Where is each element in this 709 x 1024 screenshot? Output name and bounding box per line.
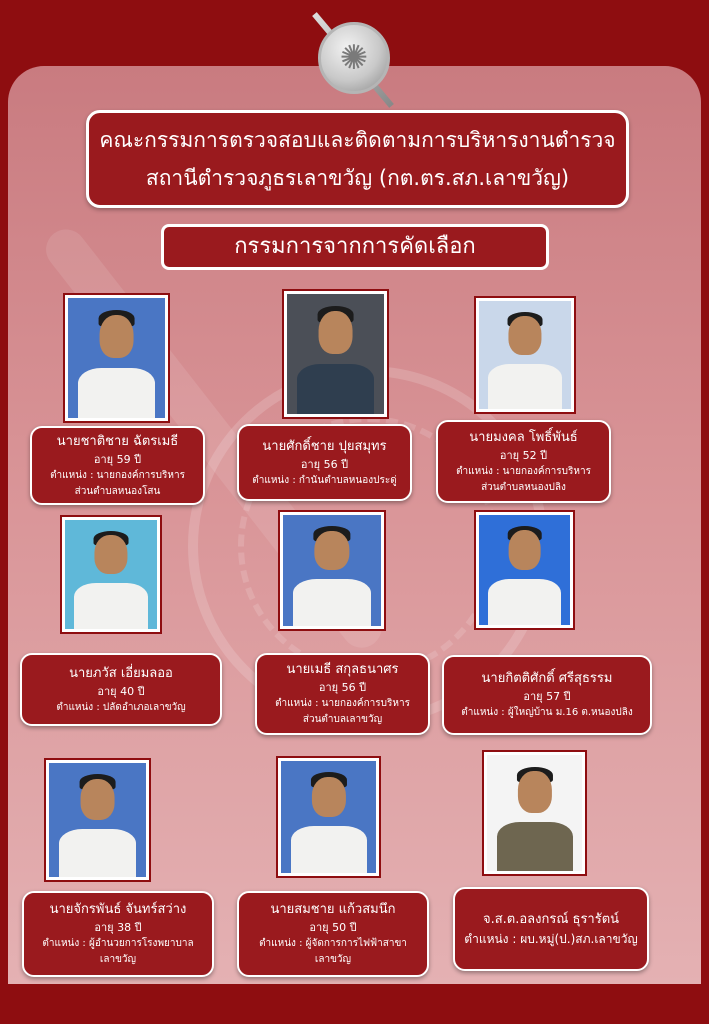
member-card-9 bbox=[453, 887, 649, 971]
member-position-2: เลาขวัญ bbox=[314, 954, 352, 965]
member-photo-8 bbox=[278, 758, 379, 876]
member-card-2 bbox=[237, 424, 412, 501]
member-name: นายเมธี สกุลธนาศร bbox=[286, 662, 399, 677]
member-photo-5 bbox=[280, 512, 384, 629]
member-name: นายชาติชาย ฉัตรเมธี bbox=[56, 433, 179, 449]
member-position: ตำแหน่ง : นายกองค์การบริหาร bbox=[50, 469, 185, 481]
member-card-7 bbox=[22, 891, 214, 977]
member-position: ตำแหน่ง : ผู้อำนวยการโรงพยาบาล bbox=[42, 938, 194, 949]
member-name: นายจักรพันธ์ จันทร์สว่าง bbox=[49, 902, 187, 917]
member-age: อายุ 57 ปี bbox=[523, 690, 571, 703]
member-card-6 bbox=[442, 655, 652, 735]
member-position: ตำแหน่ง : นายกองค์การบริหาร bbox=[275, 698, 410, 709]
member-photo-1 bbox=[65, 295, 168, 421]
member-age: อายุ 38 ปี bbox=[94, 921, 142, 934]
member-age: อายุ 52 ปี bbox=[499, 448, 548, 462]
member-card-3 bbox=[436, 420, 611, 503]
member-position: ตำแหน่ง : ผู้ใหญ่บ้าน ม.16 ต.หนองปลิง bbox=[461, 707, 633, 718]
member-photo-4 bbox=[62, 517, 160, 632]
member-age: อายุ 40 ปี bbox=[97, 684, 145, 698]
police-emblem-icon: ✺ bbox=[318, 22, 390, 94]
section-subtitle: กรรมการจากการคัดเลือก bbox=[161, 224, 549, 270]
member-photo-9 bbox=[484, 752, 585, 874]
page-title bbox=[86, 110, 629, 208]
member-photo-2 bbox=[284, 291, 387, 417]
member-position-2: ส่วนตำบลหนองปลิง bbox=[481, 481, 566, 493]
member-name: จ.ส.ต.อลงกรณ์ ธุรารัตน์ bbox=[482, 911, 620, 927]
member-name: นายสมชาย แก้วสมนึก bbox=[270, 902, 396, 917]
member-age: อายุ 50 ปี bbox=[309, 921, 357, 934]
member-position-2: เลาขวัญ bbox=[99, 954, 137, 965]
member-card-5 bbox=[255, 653, 430, 735]
member-card-4 bbox=[20, 653, 222, 726]
member-position: ตำแหน่ง : กำนันตำบลหนองประดู่ bbox=[252, 474, 397, 486]
member-name: นายภวัส เอี่ยมลออ bbox=[69, 665, 173, 681]
member-position: ตำแหน่ง : ปลัดอำเภอเลาขวัญ bbox=[56, 701, 186, 713]
member-age: อายุ 56 ปี bbox=[318, 681, 367, 694]
member-photo-3 bbox=[476, 298, 574, 412]
member-position: ตำแหน่ง : นายกองค์การบริหาร bbox=[456, 465, 591, 477]
member-photo-6 bbox=[476, 512, 573, 628]
title-line-2: สถานีตำรวจภูธรเลาขวัญ (กต.ตร.สภ.เลาขวัญ) bbox=[145, 166, 570, 190]
member-name: นายศักดิ์ชาย ปุยสมุทร bbox=[262, 438, 387, 454]
member-position: ตำแหน่ง : ผู้จัดการการไฟฟ้าสาขา bbox=[259, 938, 407, 949]
member-age: อายุ 56 ปี bbox=[300, 457, 349, 471]
member-position-2: ส่วนตำบลเลาขวัญ bbox=[302, 714, 383, 725]
member-card-8 bbox=[237, 891, 429, 977]
member-age: อายุ 59 ปี bbox=[93, 452, 142, 466]
member-name: นายกิตติศักดิ์ ศรีสุธรรม bbox=[481, 671, 613, 686]
bottom-bar bbox=[0, 984, 709, 1024]
member-card-1 bbox=[30, 426, 205, 505]
member-position-2: ส่วนตำบลหนองโสน bbox=[74, 485, 161, 497]
member-position: ตำแหน่ง : ผบ.หมู่(ป.)สภ.เลาขวัญ bbox=[464, 931, 638, 946]
member-photo-7 bbox=[46, 760, 149, 880]
member-name: นายมงคล โพธิ์พันธ์ bbox=[469, 429, 578, 445]
title-line-1: คณะกรรมการตรวจสอบและติดตามการบริหารงานตำรวจ bbox=[99, 128, 616, 152]
